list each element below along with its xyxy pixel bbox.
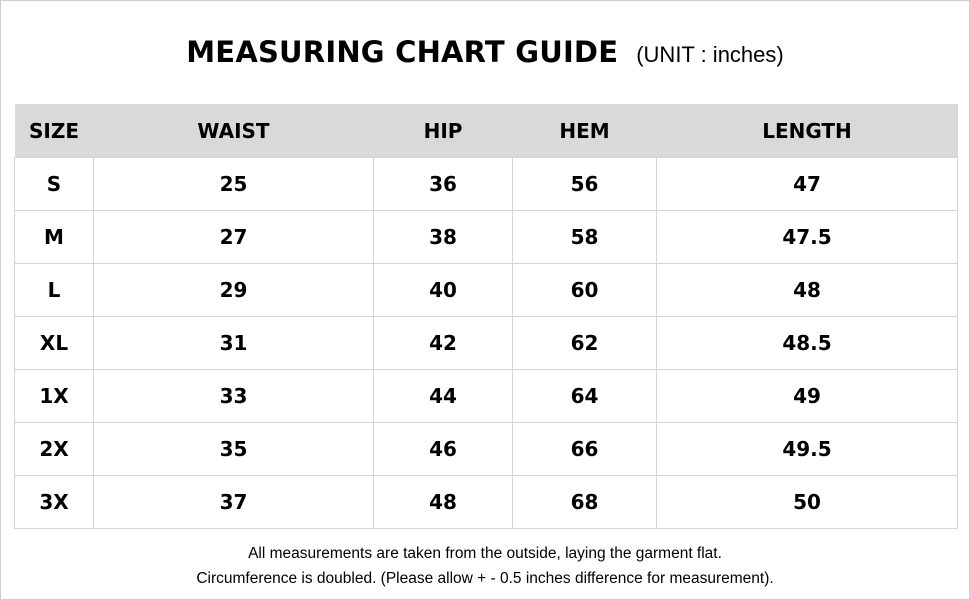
table-row — [15, 476, 958, 529]
cell-size: S — [15, 158, 94, 211]
unit-label: (UNIT : inches) — [636, 42, 784, 67]
table-row — [15, 370, 958, 423]
cell-waist: 29 — [94, 264, 374, 317]
cell-length: 49.5 — [657, 423, 958, 476]
cell-size: 1X — [15, 370, 94, 423]
cell-hip: 48 — [374, 476, 513, 529]
table-row — [15, 317, 958, 370]
cell-waist: 25 — [94, 158, 374, 211]
measurement-table — [14, 104, 958, 529]
table-row — [15, 264, 958, 317]
cell-size: L — [15, 264, 94, 317]
cell-waist: 33 — [94, 370, 374, 423]
cell-waist: 27 — [94, 211, 374, 264]
table-row — [15, 423, 958, 476]
header-length: LENGTH — [657, 104, 958, 158]
cell-hem: 66 — [513, 423, 657, 476]
cell-waist: 37 — [94, 476, 374, 529]
cell-hem: 68 — [513, 476, 657, 529]
cell-hip: 38 — [374, 211, 513, 264]
header-waist: WAIST — [94, 104, 374, 158]
cell-size: 2X — [15, 423, 94, 476]
chart-title-row — [1, 1, 969, 103]
cell-waist: 31 — [94, 317, 374, 370]
cell-hem: 56 — [513, 158, 657, 211]
cell-hem: 58 — [513, 211, 657, 264]
table-row — [15, 211, 958, 264]
cell-hem: 62 — [513, 317, 657, 370]
table-row — [15, 158, 958, 211]
cell-hip: 46 — [374, 423, 513, 476]
cell-length: 48.5 — [657, 317, 958, 370]
cell-length: 49 — [657, 370, 958, 423]
cell-size: XL — [15, 317, 94, 370]
header-hip: HIP — [374, 104, 513, 158]
header-size: SIZE — [15, 104, 94, 158]
cell-hem: 64 — [513, 370, 657, 423]
table-header-row — [15, 104, 958, 158]
cell-length: 47 — [657, 158, 958, 211]
cell-size: 3X — [15, 476, 94, 529]
cell-size: M — [15, 211, 94, 264]
header-hem: HEM — [513, 104, 657, 158]
footnote-line-1: All measurements are taken from the outside, laying the garment flat. — [248, 545, 722, 562]
cell-hip: 44 — [374, 370, 513, 423]
footnote-line-2: Circumference is doubled. (Please allow + - 0.5 inches difference for measurement). — [196, 570, 774, 587]
cell-waist: 35 — [94, 423, 374, 476]
cell-length: 50 — [657, 476, 958, 529]
cell-length: 48 — [657, 264, 958, 317]
chart-title: MEASURING CHART GUIDE — [186, 35, 619, 69]
cell-hip: 36 — [374, 158, 513, 211]
footnote — [1, 541, 969, 591]
cell-hem: 60 — [513, 264, 657, 317]
cell-length: 47.5 — [657, 211, 958, 264]
cell-hip: 42 — [374, 317, 513, 370]
cell-hip: 40 — [374, 264, 513, 317]
